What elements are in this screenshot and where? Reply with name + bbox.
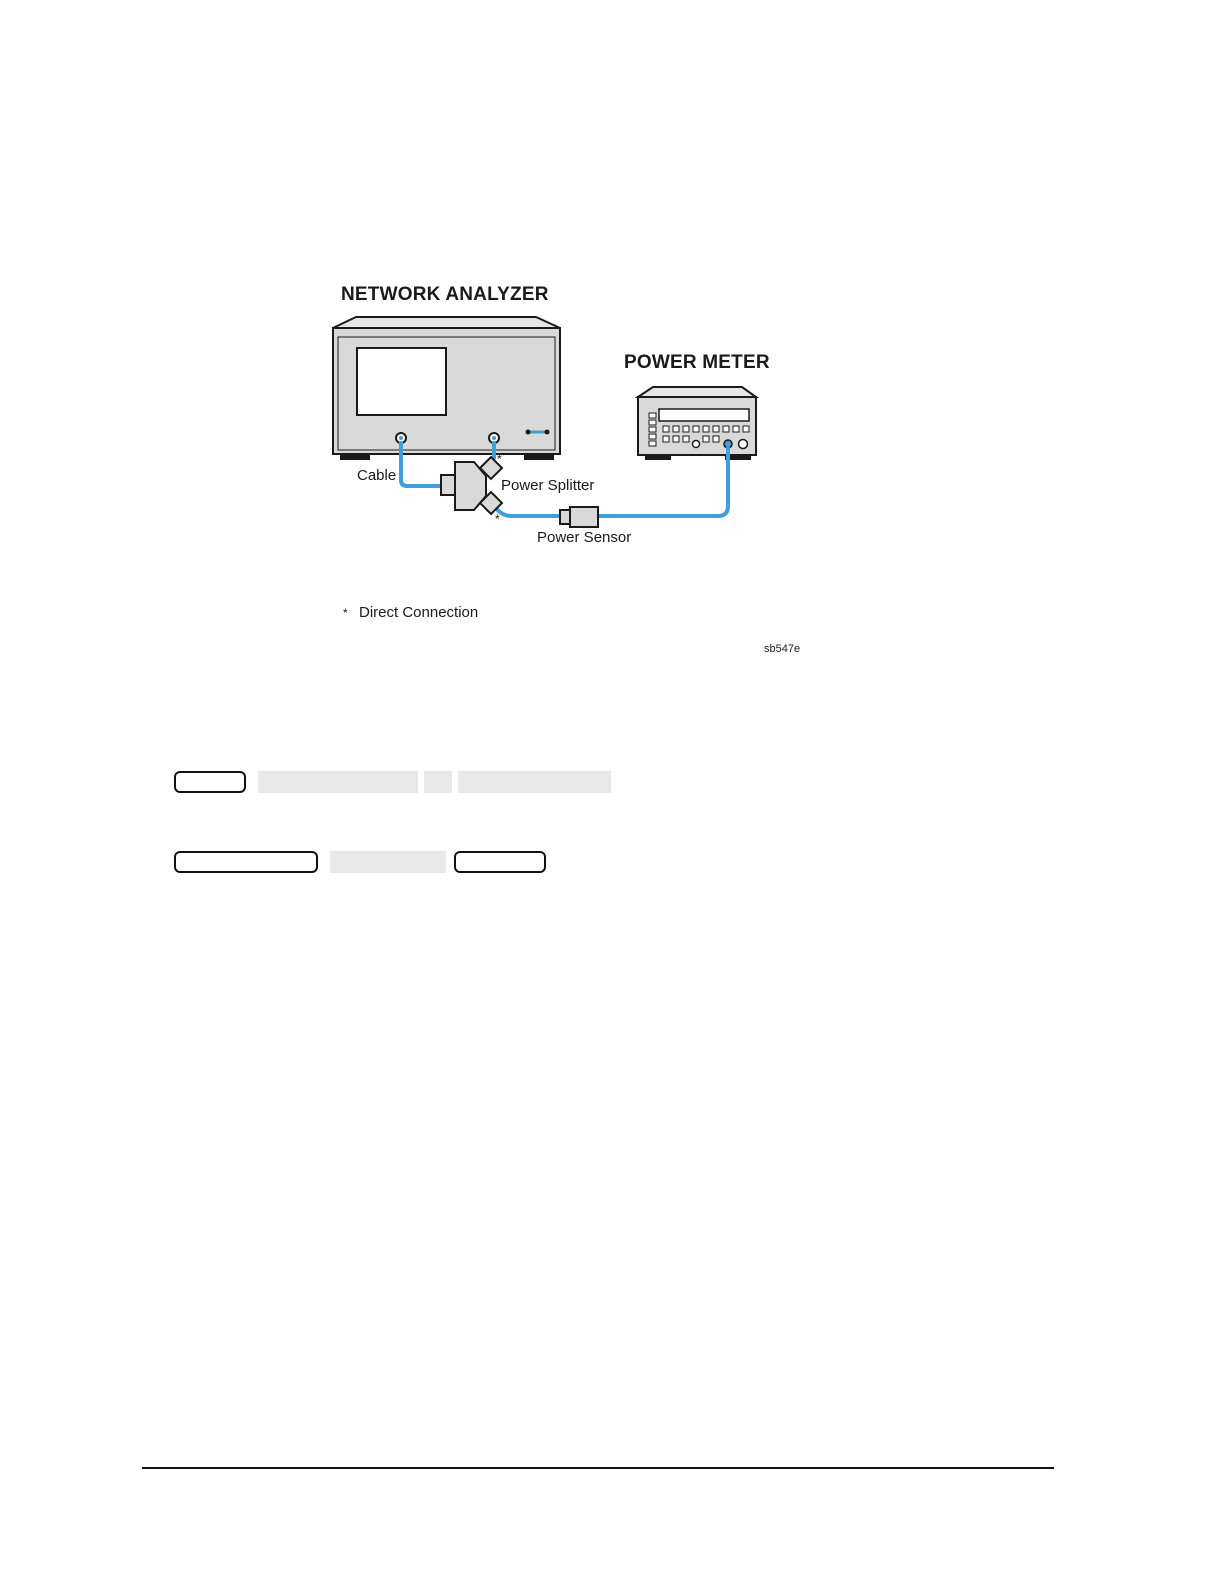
splitter-input-connector [441,475,455,495]
meter-knob-small [693,441,700,448]
analyzer-port-2-center [492,436,496,440]
softkey-1[interactable] [258,771,418,793]
power-meter-instrument [638,387,756,460]
hardkey-2[interactable] [174,851,318,873]
figure-id: sb547e [764,643,801,655]
softkey-3[interactable] [458,771,611,793]
direct-connection-marker-upper: * [497,452,502,466]
hardkey-1[interactable] [174,771,246,793]
footer-rule [142,1467,1054,1469]
analyzer-screen [357,348,446,415]
legend-direct-connection: Direct Connection [359,604,479,621]
analyzer-port-1-center [399,436,403,440]
meter-knob-large [739,440,748,449]
power-splitter-label: Power Splitter [501,477,595,494]
meter-display [659,409,749,421]
sensor-body [570,507,598,527]
softkey-2[interactable] [424,771,452,793]
analyzer-link-end-left [526,430,531,435]
meter-foot-left [645,455,671,460]
meter-top-panel [638,387,756,397]
cable-label: Cable [357,467,397,484]
cable-splitter-to-sensor [496,508,560,516]
legend-star: * [343,606,348,620]
softkey-4[interactable] [330,851,446,873]
power-meter-title: POWER METER [624,352,770,373]
analyzer-top-panel [333,317,560,328]
analyzer-foot-right [524,454,554,460]
network-analyzer-instrument [333,317,560,460]
connection-diagram [0,0,1224,700]
hardkey-3[interactable] [454,851,546,873]
analyzer-foot-left [340,454,370,460]
power-splitter [441,457,502,514]
direct-connection-marker-lower: * [495,512,500,526]
network-analyzer-title: NETWORK ANALYZER [341,284,549,305]
sensor-connector [560,510,570,524]
power-sensor-label: Power Sensor [537,529,632,546]
meter-side-buttons [649,413,656,446]
power-sensor [560,507,598,527]
analyzer-link-end-right [545,430,550,435]
